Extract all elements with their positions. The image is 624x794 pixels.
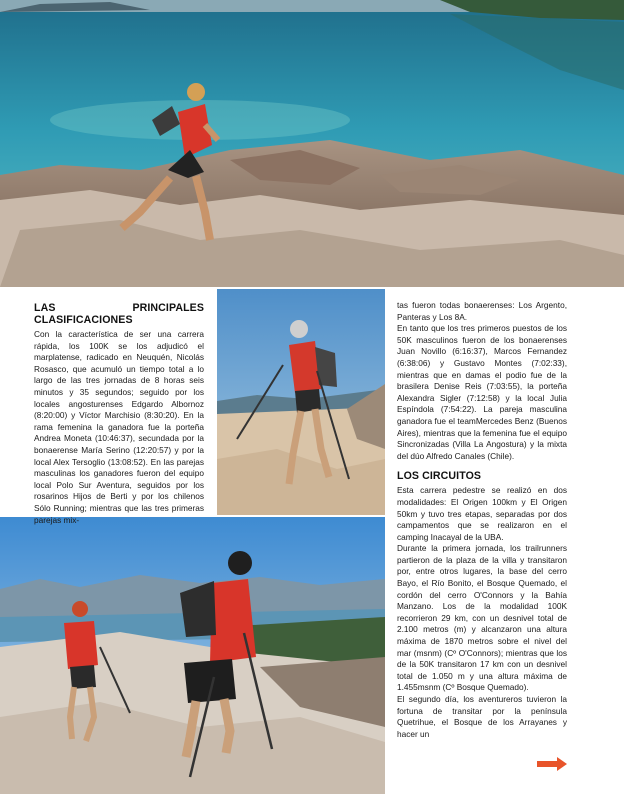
paragraph-50k-resultados: En tanto que los tres primeros puestos de los 50K masculinos fueron de los bonaerenses Juan Novillo (6:16:37), Marcos Fernandez (6:38:06) y Gustavo Montes (7:02:33), mientras que en damas el podio fue de la brasilera Denise Reis (7:03:55), la porteña Alexandra Sigler (7:12:58) y la local Julia Espíndola (7:54:22). La pareja masculina ganadora fue el teamMercedes Benz (Buenos Aires), mientras que la femenina fue el equipo Sincronizadas (Villa La Angostura) y la mixta del dúo Alfredo Canales (Chile). (397, 323, 567, 461)
paragraph-segundo-dia: El segundo día, los aventureros tuvieron la fortuna de transitar por la península Quetrihue, el Bosque de los Arrayanes y hacer un (397, 694, 567, 739)
column-right-text (397, 300, 567, 770)
paragraph-modalidades: Esta carrera pedestre se realizó en dos modalidades: El Origen 100km y El Origen 50km y tuvo tres etapas, separadas por dos campamentos que se realizaron en el camping Inacayal de la UBA. (397, 485, 567, 542)
paragraph-clasificaciones: Con la característica de ser una carrera rápida, los 100K se los adjudicó el marplatense, radicado en Neuquén, Nicolás Rosasco, que acumuló un tiempo total a lo largo de las tres jornadas de 8 horas seis minutos y 35 segundos; seguido por los locales angosturenses Edgardo Albornoz (8:20:00) y Víctor Marchisio (8:30:20). En la rama femenina la ganadora fue la porteña Andrea Moneta (10:46:37), secundada por la bonaerense María Serino (12:20:57) y por la local Alex Tersoglio (13:08:52). En las parejas masculinas los ganadores fueron del equipo local Polo Sur Aventura, seguidos por los rosarinos Hijos de Berti y por los chilenos Sólo Running; mientras que las tres primeras parejas mix- (34, 329, 204, 525)
photo-mountain-trekkers (0, 517, 385, 794)
arrow-right-icon (537, 757, 567, 771)
heading-los-circuitos: LOS CIRCUITOS (397, 470, 482, 483)
column-left-text (34, 302, 204, 525)
paragraph-primera-jornada: Durante la primera jornada, los trailrunners partieron de la plaza de la villa y transitaron por, entre otros lugares, la base del cerro Bayo, el Río Bonito, el Bosque Quemado, el cordón del cerro O'Connors y la Bahía Manzano. Los de la modalidad 100K recorrieron 29 km, con un desnivel total de 2.100 metros (m) y alcanzaron una altura máxima de 1870 metros sobre el nivel del mar (msnm) (Cº O'Connors); mientras que los de la 50K transitaron 17 km con un desnivel total de 1.050 m y una altura máxima de 1.455msnm (Cº Bosque Quemado). (397, 543, 567, 693)
heading-principales-clasificaciones: LAS PRINCIPALES CLASIFICACIONES (34, 302, 204, 326)
photo-lake-runner (0, 0, 624, 287)
paragraph-parejas-mixtas: tas fueron todas bonaerenses: Los Argento, Panteras y Los 8A. (397, 300, 567, 322)
photo-trekker-woman (217, 289, 385, 515)
